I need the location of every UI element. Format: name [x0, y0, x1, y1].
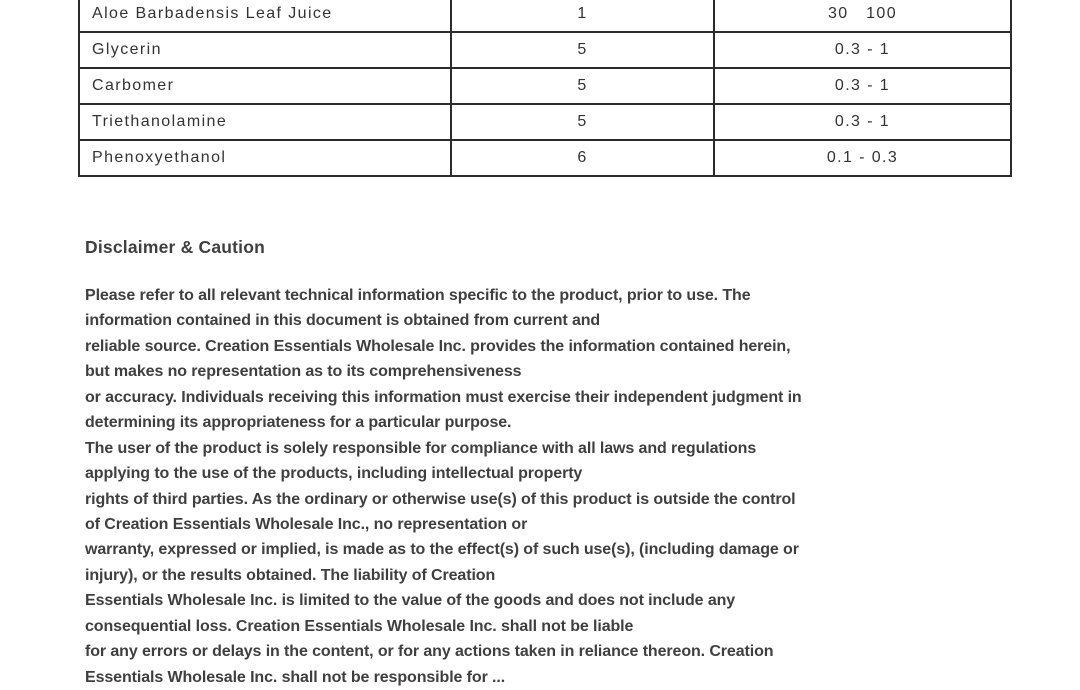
disclaimer-line: or accuracy. Individuals receiving this information must exercise their independent judgment in: [85, 388, 802, 406]
ingredients-table: [78, 0, 1012, 177]
ingredient-value-cell: 5: [451, 68, 714, 104]
disclaimer-line: but makes no representation as to its comprehensiveness: [85, 363, 522, 381]
ingredient-name-cell: Glycerin: [79, 32, 451, 68]
table-row: [79, 32, 1011, 68]
disclaimer-line: warranty, expressed or implied, is made as to the effect(s) of such use(s), (including damage or: [85, 541, 799, 559]
disclaimer-line: consequential loss. Creation Essentials Wholesale Inc. shall not be liable: [85, 617, 634, 635]
ingredient-range-cell: 0.3 - 1: [714, 68, 1011, 104]
disclaimer-line: determining its appropriateness for a particular purpose.: [85, 414, 512, 432]
ingredient-range-cell: 0.1 - 0.3: [714, 140, 1011, 176]
ingredient-name-cell: Phenoxyethanol: [79, 140, 451, 176]
disclaimer-line: rights of third parties. As the ordinary or otherwise use(s) of this product is outside the control: [85, 490, 796, 508]
ingredient-range-cell: 30 100: [714, 0, 1011, 32]
ingredient-value-cell: 5: [451, 104, 714, 140]
disclaimer-line: Please refer to all relevant technical information specific to the product, prior to use. The: [85, 287, 751, 304]
disclaimer-line: Essentials Wholesale Inc. is limited to the value of the goods and does not include any: [85, 592, 736, 610]
disclaimer-body: [85, 283, 1075, 690]
ingredient-value-cell: 5: [451, 32, 714, 68]
disclaimer-line: for any errors or delays in the content, or for any actions taken in reliance thereon. Creation: [85, 643, 774, 661]
disclaimer-line: The user of the product is solely responsible for compliance with all laws and regulations: [85, 439, 757, 457]
disclaimer-line: reliable source. Creation Essentials Wholesale Inc. provides the information contained herein,: [85, 337, 791, 355]
ingredient-value-cell: 6: [451, 140, 714, 176]
ingredient-name-cell: Carbomer: [79, 68, 451, 104]
table-row: [79, 68, 1011, 104]
ingredient-value-cell: 1: [451, 0, 714, 32]
ingredient-range-cell: 0.3 - 1: [714, 32, 1011, 68]
disclaimer-line: information contained in this document is obtained from current and: [85, 312, 601, 330]
ingredient-name-cell: Aloe Barbadensis Leaf Juice: [79, 0, 451, 32]
table-row: [79, 104, 1011, 140]
disclaimer-heading: Disclaimer & Caution: [85, 237, 266, 257]
disclaimer-line: of Creation Essentials Wholesale Inc., no representation or: [85, 515, 528, 533]
ingredient-range-cell: 0.3 - 1: [714, 104, 1011, 140]
table-row: [79, 0, 1011, 32]
disclaimer-line: Essentials Wholesale Inc. shall not be responsible for ...: [85, 668, 506, 686]
table-row: [79, 140, 1011, 176]
disclaimer-line: applying to the use of the products, including intellectual property: [85, 465, 583, 483]
ingredient-name-cell: Triethanolamine: [79, 104, 451, 140]
disclaimer-line: injury), or the results obtained. The liability of Creation: [85, 566, 496, 584]
